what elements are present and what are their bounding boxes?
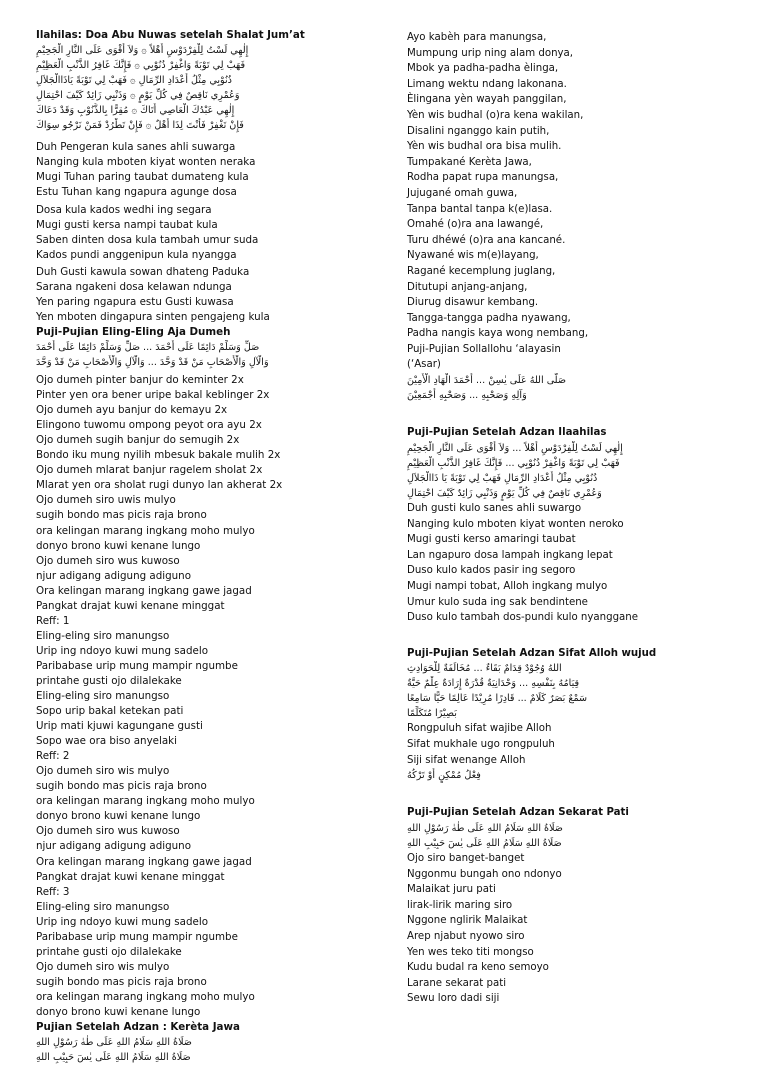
text-line: Duh Gusti kawula sowan dhateng Paduka [36, 265, 250, 278]
text-line: (‘Asar) [407, 359, 441, 371]
arabic-line: إِلٰهِي عَبْدُكَ الْعَاصِي أَتَاكَ ۞ مُقِرًّا بِالذُّنُوْبِ وَقَدْ دَعَاكَ [36, 105, 235, 117]
arabic-line: وَآلِهِ وَصَحْبِهِ ... وَصَحْبِهِ أَجْمَعِيْنَ [407, 390, 527, 402]
text-line: Ojo dumeh siro wus kuwoso [36, 554, 180, 567]
text-line: Ditutupi anjang-anjang, [407, 281, 528, 293]
text-line: Disalini nganggo kain putih, [407, 125, 550, 137]
text-line: Rongpuluh sifat wajibe Alloh [407, 723, 552, 735]
text-line: Arep njabut nyowo siro [407, 930, 525, 942]
section-heading: Pujian Setelah Adzan : Kerèta Jawa [36, 1021, 240, 1034]
text-line: Sewu loro dadi siji [407, 993, 500, 1005]
spacer [407, 403, 747, 425]
spacer [407, 626, 747, 646]
text-line: Nggonmu bungah ono ndonyo [407, 868, 562, 880]
text-line: Diurug disawur kembang. [407, 297, 539, 309]
arabic-line: صَلَاةُ اللهِ سَلَامُ اللهِ عَلَى طٰهٰ رَسُوْلِ اللهِ [36, 1037, 192, 1049]
text-line: Sopo wae ora biso anyelaki [36, 735, 177, 748]
text-line: Ojo dumeh pinter banjur do keminter 2x [36, 374, 244, 387]
text-line: Turu dhéwé (o)ra ana kancané. [407, 234, 566, 246]
section-heading: Puji-Pujian Setelah Adzan Sekarat Pati [407, 807, 629, 819]
text-line: Eling-eling siro manungso [36, 629, 170, 642]
text-line: Duh gusti kulo sanes ahli suwargo [407, 502, 582, 514]
text-line: Jujugané omah guwa, [407, 187, 518, 199]
arabic-line: وَالْآلِ وَالْأَصْحَابِ مَنْ قَدْ وَحَّدَ ... وَالْآلِ وَالْأَصْحَابِ مَنْ قَدْ وَحَّدَ [36, 356, 269, 368]
text-line: sugih bondo mas picis raja brono [36, 780, 207, 793]
section-heading: Puji-Pujian Setelah Adzan Sifat Alloh wujud [407, 647, 657, 659]
arabic-asar [407, 373, 747, 403]
text-line: Padha nangis kaya wong nembang, [407, 328, 589, 340]
arabic-ilahilas [407, 441, 747, 501]
arabic-line: فِعْلُ مُمْكِنٍ أَوْ تَرْكُهُ [407, 770, 481, 782]
text-line: donyo brono kuwi kenane lungo [36, 810, 201, 823]
text-line: Ojo dumeh ayu banjur do kemayu 2x [36, 404, 228, 417]
text-line: Ora kelingan marang ingkang gawe jagad [36, 855, 252, 868]
text-line: Paribabase urip mung mampir ngumbe [36, 659, 238, 672]
text-line: Bondo iku mung nyilih mbesuk bakale mulih 2x [36, 449, 281, 462]
text-line: Kudu budal ra keno semoyo [407, 962, 549, 974]
text-line: Nanging kula mboten kiyat wonten neraka [36, 156, 256, 169]
text-line: Ojo dumeh siro wus kuwoso [36, 825, 180, 838]
text-line: Mugi nampi tobat, Alloh ingkang mulyo [407, 580, 608, 592]
arabic-line: اللهُ وُجُوْدٌ قِدَامٌ بَقَاءٌ ... مُخَالَفَةٌ لِلْحَوَادِثِ [407, 663, 562, 675]
text-line: Mumpung urip ning alam donya, [407, 47, 574, 59]
text-line: Malaikat juru pati [407, 884, 496, 896]
arabic-block-2 [36, 340, 386, 370]
arabic-line: وَعُمْرِي نَاقِصٌ فِي كُلِّ يَوْمٍ وَذَنْبِي زَائِدٌ كَيْفَ احْتِمَالِ [407, 487, 602, 499]
text-line: lirak-lirik maring siro [407, 899, 513, 911]
text-line: Eling-eling siro manungso [36, 900, 170, 913]
text-line: printahe gusti ojo dilalekake [36, 945, 182, 958]
text-line: Yèn wis budhal (o)ra kena wakilan, [407, 109, 584, 121]
text-line: Yèn wis budhal ora bisa mulih. [407, 141, 562, 153]
text-line: Limang wektu ndang lakonana. [407, 78, 567, 90]
text-line: Mugi gusti kersa nampi taubat kula [36, 218, 218, 231]
text-line: Pinter yen ora bener uripe bakal keblinger 2x [36, 389, 270, 402]
text-line: Elingono tuwomu ompong peyot ora ayu 2x [36, 419, 262, 432]
text-line: Pangkat drajat kuwi kenane minggat [36, 870, 225, 883]
text-line: Mlarat yen ora sholat rugi dunyo lan akherat 2x [36, 479, 283, 492]
text-line: Reff: 1 [36, 614, 70, 627]
arabic-line: فَهَبْ لِي تَوْبَةً وَاغْفِرْ ذُنُوْبِي ... فَإِنَّكَ غَافِرُ الذَّنْبِ الْعَظِيْمِ [407, 457, 620, 469]
text-line: Duh Pengeran kula sanes ahli suwarga [36, 141, 236, 154]
text-line: Siji sifat wenange Alloh [407, 754, 526, 766]
text-line: Rodha papat rupa manungsa, [407, 172, 559, 184]
text-line: Umur kulo suda ing sak bendintene [407, 596, 588, 608]
arabic-block-1 [36, 43, 386, 133]
text-line: Nggone nglirik Malaikat [407, 915, 528, 927]
arabic-line: بَصِيْرًا مُتَكَلِّمًا [407, 708, 457, 720]
text-line: sugih bondo mas picis raja brono [36, 509, 207, 522]
text-line: Reff: 3 [36, 885, 70, 898]
text-line: Mugi Tuhan paring taubat dumateng kula [36, 171, 249, 184]
text-line: Sifat mukhale ugo rongpuluh [407, 739, 555, 751]
kereta-jawa-lyrics [407, 30, 747, 373]
sekarat-lyrics [407, 851, 747, 1007]
text-line: Yen wes teko titi mongso [407, 946, 534, 958]
text-line: Yen paring ngapura estu Gusti kuwasa [36, 295, 234, 308]
arabic-line: إِلٰهِي لَسْتُ لِلْفِرْدَوْسِ أَهْلاً ... وَلاَ أَقْوَى عَلَى النَّارِ الْجَحِيْمِ [407, 442, 623, 454]
section-heading: Puji-Pujian Setelah Adzan Ilaahilas [407, 427, 607, 439]
text-line: Larane sekarat pati [407, 977, 507, 989]
text-line: donyo brono kuwi kenane lungo [36, 1006, 201, 1018]
text-line: Kados pundi anggenipun kula nyangga [36, 248, 237, 261]
doc-title: Ilahilas: Doa Abu Nuwas setelah Shalat Jum’at [36, 29, 305, 41]
text-line: Duso kulo kados pasir ing segoro [407, 565, 576, 577]
arabic-block-3 [36, 1035, 386, 1065]
text-line: sugih bondo mas picis raja brono [36, 975, 207, 988]
text-line: ora kelingan marang ingkang moho mulyo [36, 990, 255, 1003]
text-line: printahe gusti ojo dilalekake [36, 674, 182, 687]
text-line: Paribabase urip mung mampir ngumbe [36, 930, 238, 943]
arabic-line: فَهَبْ لِي تَوْبَةً وَاغْفِرْ ذُنُوْبِي ۞ فَإِنَّكَ غَافِرُ الذَّنْبِ الْعَظِيْمِ [36, 60, 246, 72]
text-line: Nyawané wis m(e)layang, [407, 250, 539, 262]
stanza-3 [36, 265, 386, 325]
text-line: Mbok ya padha-padha èlinga, [407, 63, 559, 75]
text-line: Ojo dumeh siro wis mulyo [36, 765, 170, 778]
text-line: Ayo kabèh para manungsa, [407, 32, 547, 43]
ilahilas-lyrics [407, 501, 747, 626]
text-line: Reff: 2 [36, 750, 70, 763]
text-line: njur adigang adigung adiguno [36, 569, 192, 582]
text-line: Saben dinten dosa kula tambah umur suda [36, 233, 259, 246]
text-line: Ojo dumeh sugih banjur do semugih 2x [36, 434, 240, 447]
spacer [36, 133, 386, 140]
arabic-line: ذُنُوْبِي مِثْلُ أَعْدَادِ الرِّمَالِ فَهَبْ لِي تَوْبَةً يَا ذَاالْجَلاَلِ [407, 472, 598, 484]
text-line: Pangkat drajat kuwi kenane minggat [36, 599, 225, 612]
arabic-line: وَعُمْرِي نَاقِصٌ فِي كُلِّ يَوْمٍ ۞ وَذَنْبِي زَائِدٌ كَيْفَ احْتِمَالِ [36, 90, 240, 102]
text-line: Tanpa bantal tanpa k(e)lasa. [407, 203, 553, 215]
text-line: Nanging kulo mboten kiyat wonten neroko [407, 518, 624, 530]
text-line: Sopo urip bakal ketekan pati [36, 705, 184, 718]
text-line: donyo brono kuwi kenane lungo [36, 539, 201, 552]
text-line: Ora kelingan marang ingkang gawe jagad [36, 584, 252, 597]
text-line: Sarana ngakeni dosa kelawan ndunga [36, 280, 232, 293]
stanza-ojo-dumeh [36, 373, 386, 1020]
text-line: ora kelingan marang ingkang moho mulyo [36, 524, 255, 537]
left-column [36, 28, 386, 1065]
text-line: njur adigang adigung adiguno [36, 840, 192, 853]
arabic-line: إِلٰهِي لَسْتُ لِلْفِرْدَوْسِ أَهْلاً ۞ وَلاَ أَقْوَى عَلَى النَّارِ الْجَحِيْمِ [36, 45, 249, 57]
text-line: Ragané kecemplung juglang, [407, 265, 556, 277]
text-line: Urip ing ndoyo kuwi mung sadelo [36, 644, 208, 657]
arabic-line: صَلِّ وَسَلِّمْ دَائِمًا عَلَى أَحْمَدَ ... صَلِّ وَسَلِّمْ دَائِمًا عَلَى أَحْمَدَ [36, 341, 260, 353]
text-line: Dosa kula kados wedhi ing segara [36, 203, 212, 216]
text-line: Èlingana yèn wayah panggilan, [407, 94, 567, 106]
arabic-line: قِيَامُهُ بِنَفْسِهِ ... وَحْدَانِيَةٌ قُدْرَةٌ إِرَادَةٌ عِلْمٌ حَيَّةٌ [407, 678, 580, 690]
text-line: Ojo dumeh siro wis mulyo [36, 960, 170, 973]
right-column [407, 30, 747, 1007]
sifat-lyrics [407, 721, 747, 768]
text-line: ora kelingan marang ingkang moho mulyo [36, 795, 255, 808]
text-line: Ojo dumeh mlarat banjur ragelem sholat 2x [36, 464, 263, 477]
text-line: Tumpakané Kerèta Jawa, [407, 156, 532, 168]
section-heading: Puji-Pujian Eling-Eling Aja Dumeh [36, 325, 231, 338]
arabic-line: صَلَّى اللهُ عَلَى يٰسِنْ ... أَحْمَدَ الْهَادِ الْأَمِيْنَ [407, 375, 567, 387]
text-line: Urip ing ndoyo kuwi mung sadelo [36, 915, 208, 928]
stanza-1 [36, 140, 386, 200]
text-line: Omahé (o)ra ana lawangé, [407, 219, 544, 231]
text-line: Yen mboten dingapura sinten pengajeng kula [36, 310, 270, 323]
arabic-line: سَمْعٌ بَصَرٌ كَلَامٌ ... قَادِرًا مُرِيْدًا عَالِمًا حَيًّا سَامِعًا [407, 693, 588, 705]
text-line: Ojo siro banget-banget [407, 852, 525, 864]
text-line: Mugi gusti kerso amaringi taubat [407, 534, 576, 546]
arabic-line: ذُنُوْبِي مِثْلُ أَعْدَادِ الرِّمَالِ ۞ فَهَبْ لِي تَوْبَةً يَاذَاالْجَلاَلِ [36, 75, 232, 87]
text-line: Tangga-tangga padha nyawang, [407, 312, 571, 324]
arabic-line: فَإِنْ تَغْفِرْ فَأَنْتَ لِذَا أَهْلٌ ۞ فَإِنْ تَطْرُدْ فَمَنْ نَرْجُو سِوَاكَ [36, 120, 244, 132]
text-line: Lan ngapuro dosa lampah ingkang lepat [407, 549, 613, 561]
arabic-line: صَلَاةُ اللهِ سَلَامُ اللهِ عَلَى يٰسٓ حَبِيْبِ اللهِ [407, 837, 562, 849]
arabic-sifat [407, 661, 747, 721]
text-line: Urip mati kjuwi kagungane gusti [36, 720, 203, 733]
stanza-2 [36, 203, 386, 263]
text-line: Estu Tuhan kang ngapura agunge dosa [36, 186, 237, 199]
arabic-sekarat [407, 821, 747, 851]
spacer [407, 783, 747, 805]
text-line: Ojo dumeh siro uwis mulyo [36, 494, 176, 507]
arabic-line: صَلَاةُ اللهِ سَلَامُ اللهِ عَلَى يٰسٓ حَبِيْبِ اللهِ [36, 1052, 191, 1064]
text-line: Puji-Pujian Sollallohu ‘alayasin [407, 343, 561, 355]
text-line: Eling-eling siro manungso [36, 690, 170, 703]
text-line: Duso kulo tambah dos-pundi kulo nyanggane [407, 612, 639, 624]
arabic-line: صَلَاةُ اللهِ سَلَامُ اللهِ عَلَى طٰهٰ رَسُوْلِ اللهِ [407, 822, 563, 834]
